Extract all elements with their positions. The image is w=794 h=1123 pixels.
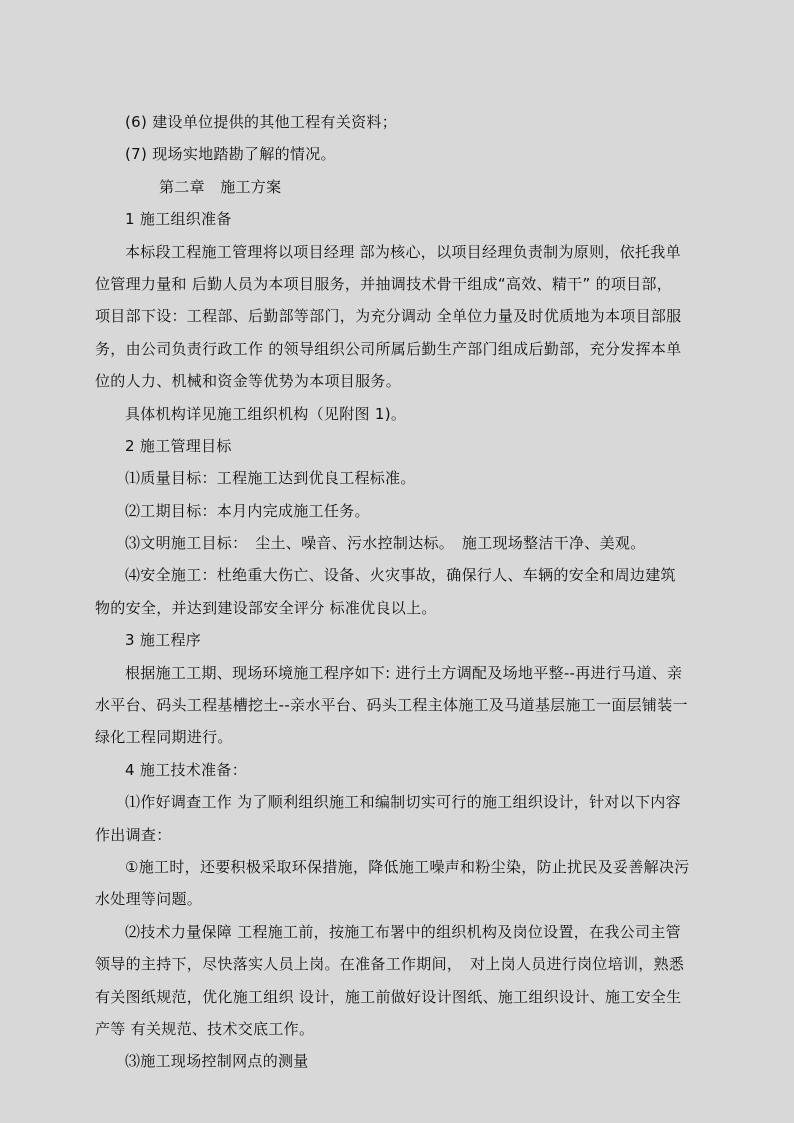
- goal-item-civilized: ⑶文明施工目标： 尘土、噪音、污水控制达标。 施工现场整洁干净、美观。: [125, 534, 646, 553]
- paragraph-line: 物的安全，并达到建设部安全评分 标准优良以上。: [95, 598, 437, 617]
- prep-item-survey: ⑴作好调查工作 为了顺利组织施工和编制切实可行的施工组织设计，针对以下内容: [125, 793, 681, 812]
- goal-item-schedule: ⑵工期目标：本月内完成施工任务。: [125, 501, 370, 520]
- paragraph-line: 作出调查：: [95, 825, 172, 844]
- paragraph-line: 水平台、码头工程基槽挖土--亲水平台、码头工程主体施工及马道基层施工一面层铺装一: [95, 696, 688, 715]
- section-heading-3: 3 施工程序: [125, 631, 202, 650]
- survey-subitem: ①施工时，还要积极采取环保措施，降低施工噪声和粉尘染，防止扰民及妥善解决污: [125, 857, 690, 876]
- document-body: [95, 106, 695, 1078]
- paragraph-line: 产等 有关规范、技术交底工作。: [95, 1019, 315, 1038]
- paragraph-line: 位的人力、机械和资金等优势为本项目服务。: [95, 372, 402, 391]
- paragraph-line: 有关图纸规范，优化施工组织 设计，施工前做好设计图纸、施工组织设计、施工安全生: [95, 987, 682, 1006]
- list-item-6: (6) 建设单位提供的其他工程有关资料；: [125, 113, 398, 131]
- paragraph-line: 水处理等问题。: [95, 890, 203, 909]
- goal-item-safety: ⑷安全施工：杜绝重大伤亡、设备、火灾事故，确保行人、车辆的安全和周边建筑: [125, 566, 676, 585]
- paragraph-line: 领导的主持下，尽快落实人员上岗。在准备工作期间， 对上岗人员进行岗位培训，熟悉: [95, 955, 685, 974]
- paragraph-line: 绿化工程同期进行。: [95, 728, 233, 747]
- paragraph-line: 位管理力量和 后勤人员为本项目服务，并抽调技术骨干组成“高效、精干” 的项目部，: [95, 274, 673, 293]
- section-heading-2: 2 施工管理目标: [125, 436, 232, 455]
- chapter-heading: 第二章 施工方案: [159, 177, 282, 196]
- section-heading-4: 4 施工技术准备：: [125, 760, 248, 779]
- goal-item-quality: ⑴质量目标：工程施工达到优良工程标准。: [125, 469, 416, 488]
- prep-item-staffing: ⑵技术力量保障 工程施工前，按施工布署中的组织机构及岗位设置，在我公司主管: [125, 922, 681, 941]
- section-heading-1: 1 施工组织准备: [125, 210, 232, 229]
- paragraph-line: 根据施工工期、现场环境施工程序如下: 进行土方调配及场地平整--再进行马道、亲: [125, 663, 683, 682]
- paragraph-line: 本标段工程施工管理将以项目经理 部为核心，以项目经理负责制为原则，依托我单: [125, 242, 681, 261]
- prep-item-survey-network: ⑶施工现场控制网点的测量: [125, 1052, 309, 1071]
- list-item-7: (7) 现场实地踏勘了解的情况。: [125, 145, 336, 164]
- paragraph-line: 项目部下设：工程部、后勤部等部门，为充分调动 全单位力量及时优质地为本项目部服: [95, 307, 682, 326]
- paragraph-line: 具体机构详见施工组织机构（见附图 1)。: [125, 404, 407, 423]
- paragraph-line: 务，由公司负责行政工作 的领导组织公司所属后勤生产部门组成后勤部，充分发挥本单: [95, 339, 682, 358]
